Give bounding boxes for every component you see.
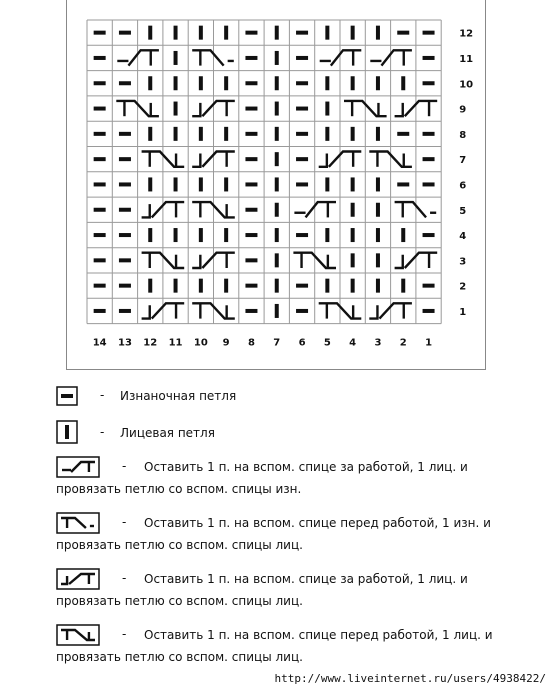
knit-stitch-icon [325, 102, 329, 116]
knit-stitch-icon [275, 102, 279, 116]
knit-stitch-icon [351, 253, 355, 267]
cross-knit-knit-right-icon [56, 624, 100, 646]
column-number: 14 [92, 337, 107, 349]
purl-stitch-icon [94, 182, 106, 186]
row-number: 9 [459, 104, 467, 116]
knit-stitch-icon [351, 127, 355, 141]
purl-stitch-icon [94, 208, 106, 212]
chart-frame [66, 0, 486, 370]
purl-stitch-icon [94, 31, 106, 35]
column-number: 2 [399, 337, 407, 349]
row-number: 5 [459, 205, 467, 217]
column-number: 13 [117, 337, 132, 349]
knit-stitch-icon [376, 228, 380, 242]
purl-stitch-icon [397, 132, 409, 136]
purl-stitch-icon [296, 157, 308, 161]
purl-stitch-icon [119, 132, 131, 136]
purl-stitch-icon [423, 81, 435, 85]
knit-stitch-icon [351, 76, 355, 90]
knit-stitch-icon [376, 203, 380, 217]
purl-stitch-icon [423, 233, 435, 237]
purl-stitch-icon [296, 31, 308, 35]
purl-stitch-icon [296, 182, 308, 186]
purl-stitch-icon [119, 81, 131, 85]
knit-stitch-icon [224, 26, 228, 40]
knit-symbol-icon [56, 420, 78, 444]
knit-stitch-icon [174, 51, 178, 65]
knit-stitch-icon [148, 279, 152, 293]
legend-cross4-line2: провязать петлю со вспом. спицы лиц. [56, 650, 303, 664]
knit-stitch-icon [325, 228, 329, 242]
knit-stitch-icon [401, 228, 405, 242]
purl-stitch-icon [119, 208, 131, 212]
legend-cross2-line2: провязать петлю со вспом. спицы лиц. [56, 538, 303, 552]
purl-stitch-icon [245, 132, 257, 136]
column-number: 11 [168, 337, 183, 349]
knit-stitch-icon [275, 26, 279, 40]
purl-stitch-icon [423, 309, 435, 313]
cross-knit-knit-left-icon [56, 568, 100, 590]
legend-cross1-line1: Оставить 1 п. на вспом. спице за работой, 1 лиц. и [144, 460, 468, 474]
knitting-chart [67, 0, 487, 370]
knit-stitch-icon [224, 76, 228, 90]
purl-stitch-icon [245, 107, 257, 111]
purl-stitch-icon [296, 81, 308, 85]
cross-purl-knit-left-icon [56, 456, 100, 478]
knit-stitch-icon [224, 177, 228, 191]
column-number: 7 [273, 337, 281, 349]
legend-cross3-line2: провязать петлю со вспом. спицы лиц. [56, 594, 303, 608]
knit-stitch-icon [376, 76, 380, 90]
purl-stitch-icon [245, 182, 257, 186]
row-number: 7 [459, 155, 467, 167]
purl-symbol-icon [56, 386, 78, 406]
purl-stitch-icon [245, 56, 257, 60]
knit-stitch-icon [275, 76, 279, 90]
purl-stitch-icon [296, 56, 308, 60]
knit-stitch-icon [325, 177, 329, 191]
knit-stitch-icon [275, 127, 279, 141]
knit-stitch-icon [199, 279, 203, 293]
knit-stitch-icon [376, 26, 380, 40]
cable-cross-icon [117, 50, 159, 65]
column-number: 4 [349, 337, 357, 349]
cable-cross-icon [294, 202, 336, 217]
column-number: 1 [425, 337, 433, 349]
knit-stitch-icon [351, 279, 355, 293]
knit-stitch-icon [224, 279, 228, 293]
purl-stitch-icon [119, 309, 131, 313]
knit-stitch-icon [401, 279, 405, 293]
legend-cross2-dash: - [122, 515, 127, 529]
cross-knit-purl-right-icon [56, 512, 100, 534]
purl-stitch-icon [245, 284, 257, 288]
knit-stitch-icon [174, 228, 178, 242]
knit-stitch-icon [199, 228, 203, 242]
knit-stitch-icon [275, 304, 279, 318]
purl-stitch-icon [94, 107, 106, 111]
knit-stitch-icon [325, 26, 329, 40]
purl-stitch-icon [119, 157, 131, 161]
legend-purl-text: Изнаночная петля [120, 389, 237, 403]
legend-cross3-line1: Оставить 1 п. на вспом. спице за работой, 1 лиц. и [144, 572, 468, 586]
legend-knit-dash: - [100, 425, 105, 439]
knit-stitch-icon [275, 203, 279, 217]
purl-stitch-icon [94, 157, 106, 161]
purl-stitch-icon [296, 309, 308, 313]
knit-stitch-icon [174, 76, 178, 90]
column-number: 8 [247, 337, 255, 349]
knit-stitch-icon [148, 26, 152, 40]
knit-stitch-icon [174, 102, 178, 116]
knit-stitch-icon [148, 177, 152, 191]
knit-stitch-icon [275, 152, 279, 166]
purl-stitch-icon [423, 157, 435, 161]
knit-stitch-icon [275, 279, 279, 293]
legend-cross4-dash: - [122, 627, 127, 641]
purl-stitch-icon [397, 182, 409, 186]
purl-stitch-icon [94, 81, 106, 85]
row-number: 10 [459, 79, 474, 91]
knit-stitch-icon [325, 76, 329, 90]
purl-stitch-icon [119, 233, 131, 237]
knit-stitch-icon [376, 253, 380, 267]
row-number: 6 [459, 180, 467, 192]
row-number: 12 [459, 28, 474, 40]
row-number: 8 [459, 129, 467, 141]
column-number: 10 [193, 337, 208, 349]
knit-stitch-icon [351, 177, 355, 191]
knit-stitch-icon [351, 228, 355, 242]
knit-stitch-icon [275, 253, 279, 267]
knit-stitch-icon [199, 76, 203, 90]
purl-stitch-icon [245, 31, 257, 35]
purl-stitch-icon [245, 81, 257, 85]
row-number: 2 [459, 281, 467, 293]
source-url[interactable]: http://www.liveinternet.ru/users/4938422/ [274, 672, 546, 685]
legend-cross1-dash: - [122, 459, 127, 473]
purl-stitch-icon [296, 284, 308, 288]
purl-stitch-icon [245, 258, 257, 262]
row-number: 1 [459, 306, 467, 318]
knit-stitch-icon [174, 177, 178, 191]
knit-stitch-icon [224, 127, 228, 141]
knit-stitch-icon [148, 76, 152, 90]
column-number: 12 [143, 337, 158, 349]
purl-stitch-icon [296, 233, 308, 237]
purl-stitch-icon [296, 132, 308, 136]
purl-stitch-icon [296, 107, 308, 111]
purl-stitch-icon [245, 309, 257, 313]
legend-cross4-line1: Оставить 1 п. на вспом. спице перед работой, 1 лиц. и [144, 628, 493, 642]
legend-purl-dash: - [100, 388, 105, 402]
knit-stitch-icon [148, 228, 152, 242]
knit-stitch-icon [376, 279, 380, 293]
purl-stitch-icon [423, 31, 435, 35]
knit-stitch-icon [199, 26, 203, 40]
purl-stitch-icon [423, 56, 435, 60]
purl-stitch-icon [119, 31, 131, 35]
knit-stitch-icon [376, 127, 380, 141]
knit-stitch-icon [275, 51, 279, 65]
purl-stitch-icon [423, 284, 435, 288]
knit-stitch-icon [376, 177, 380, 191]
column-number: 9 [222, 337, 230, 349]
purl-stitch-icon [94, 56, 106, 60]
purl-stitch-icon [245, 208, 257, 212]
row-number: 3 [459, 256, 467, 268]
knit-stitch-icon [325, 279, 329, 293]
purl-stitch-icon [423, 182, 435, 186]
knit-stitch-icon [224, 228, 228, 242]
purl-stitch-icon [94, 233, 106, 237]
purl-stitch-icon [94, 309, 106, 313]
purl-stitch-icon [245, 157, 257, 161]
row-number: 11 [459, 53, 474, 65]
chart-grid [87, 20, 441, 324]
purl-stitch-icon [423, 132, 435, 136]
knit-stitch-icon [174, 127, 178, 141]
column-number: 6 [298, 337, 306, 349]
knit-stitch-icon [351, 26, 355, 40]
legend-cross2-line1: Оставить 1 п. на вспом. спице перед работой, 1 изн. и [144, 516, 491, 530]
knit-stitch-icon [199, 127, 203, 141]
knit-stitch-icon [148, 127, 152, 141]
purl-stitch-icon [119, 284, 131, 288]
column-number: 3 [374, 337, 382, 349]
row-number: 4 [459, 231, 467, 243]
legend-cross3-dash: - [122, 571, 127, 585]
legend-cross1-line2: провязать петлю со вспом. спицы изн. [56, 482, 302, 496]
legend-knit-text: Лицевая петля [120, 426, 215, 440]
knit-stitch-icon [174, 279, 178, 293]
purl-stitch-icon [397, 31, 409, 35]
purl-stitch-icon [94, 258, 106, 262]
purl-stitch-icon [245, 233, 257, 237]
purl-stitch-icon [94, 132, 106, 136]
knit-stitch-icon [199, 177, 203, 191]
purl-stitch-icon [94, 284, 106, 288]
knit-stitch-icon [351, 203, 355, 217]
knit-stitch-icon [174, 26, 178, 40]
knit-stitch-icon [325, 127, 329, 141]
purl-stitch-icon [119, 258, 131, 262]
knit-stitch-icon [401, 76, 405, 90]
column-number: 5 [323, 337, 331, 349]
knit-stitch-icon [275, 228, 279, 242]
purl-stitch-icon [119, 182, 131, 186]
knit-stitch-icon [275, 177, 279, 191]
